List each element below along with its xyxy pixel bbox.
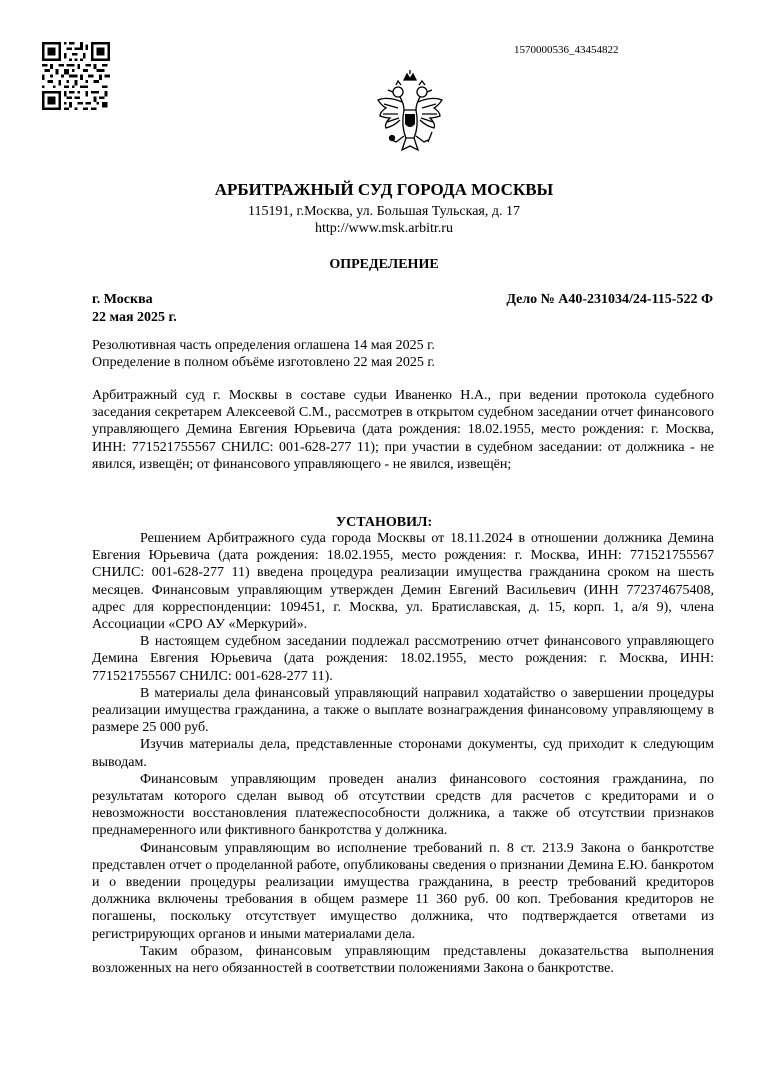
case-number: Дело № А40-231034/24-115-522 Ф (506, 292, 713, 307)
double-headed-eagle-emblem (374, 70, 446, 178)
paragraph: Изучив материалы дела, представленные сторонами документы, суд приходит к следующим выводам. (92, 737, 714, 770)
court-website: http://www.msk.arbitr.ru (315, 221, 453, 236)
announcement-date: Резолютивная часть определения оглашена 14 мая 2025 г. (92, 338, 435, 353)
paragraph: В материалы дела финансовый управляющий направил ходатайство о завершении процедуры реализации имущества гражданина, а также о выплате вознаграждения финансовому управляющему в размере 25 000 руб. (92, 685, 714, 736)
paragraph: В настоящем судебном заседании подлежал рассмотрению отчет финансового управляющего Демина Евгения Юрьевича (дата рождения: 18.02.1955, место рождения: г. Москва, ИНН: 771521755567 СНИЛС: 001-628-277 11). (92, 634, 714, 684)
full-text-date: Определение в полном объёме изготовлено 22 мая 2025 г. (92, 355, 436, 370)
document-type: ОПРЕДЕЛЕНИЕ (329, 257, 439, 272)
city: г. Москва (92, 292, 153, 307)
intro-paragraph: Арбитражный суд г. Москвы в составе судьи Иваненко Н.А., при ведении протокола судебного заседания секретарем Алексеевой С.М., рассмотрев в открытом судебном заседании отчет финансового управляющего Демина Евгения Юрьевича (дата рождения: 18.02.1955, место рождения: г. Москва, ИНН: 771521755567 СНИЛС: 001-628-277 11); при участии в судебном заседании: от должника - не явился, извещён; от финансового управляющего - не явился, извещён; (92, 388, 714, 472)
qr-code-icon (42, 42, 110, 110)
paragraph: Финансовым управляющим во исполнение требований п. 8 ст. 213.9 Закона о банкротстве представлен отчет о проделанной работе, опубликованы сведения о признании Демина Е.Ю. банкротом и о введении процедуры реализации имущества гражданина, в реестр требований кредиторов должника включены требования в общем размере 11 360 руб. 00 коп. Требования кредиторов не погашены, поскольку отсутствует имущество должника, что подтверждается ответами из регистрирующих органов и иными материалами дела. (92, 840, 714, 942)
established-heading: УСТАНОВИЛ: (335, 515, 433, 530)
court-address: 115191, г.Москва, ул. Большая Тульская, д. 17 (248, 204, 520, 219)
paragraph: Таким образом, финансовым управляющим представлены доказательства выполнения возложенных на него обязанностей в соответствии положениями Закона о банкротстве. (92, 943, 714, 977)
paragraph: Решением Арбитражного суда города Москвы от 18.11.2024 в отношении должника Демина Евгения Юрьевича (дата рождения: 18.02.1955, место рождения: г. Москва, ИНН: 771521755567 СНИЛС: 001-628-277 11) введена процедура реализации имущества гражданина сроком на шесть месяцев. Финансовым управляющим утвержден Демин Евгений Васильевич (ИНН 772374675408, адрес для корреспонденции: 109451, г. Москва, ул. Братиславская, д. 15, корп. 1, а/я 9), члена Ассоциации «СРО АУ «Меркурий». (92, 531, 714, 633)
court-name: АРБИТРАЖНЫЙ СУД ГОРОДА МОСКВЫ (214, 180, 554, 199)
body-text (92, 530, 714, 977)
paragraph: Финансовым управляющим проведен анализ финансового состояния гражданина, по результатам которого сделан вывод об отсутствии средств для расчетов с кредиторами и о невозможности восстановления платежеспособности должника, а также об отсутствии признаков преднамеренного или фиктивного банкротства у должника. (92, 771, 714, 839)
document-id: 1570000536_43454822 (514, 44, 619, 56)
document-date: 22 мая 2025 г. (92, 310, 177, 325)
